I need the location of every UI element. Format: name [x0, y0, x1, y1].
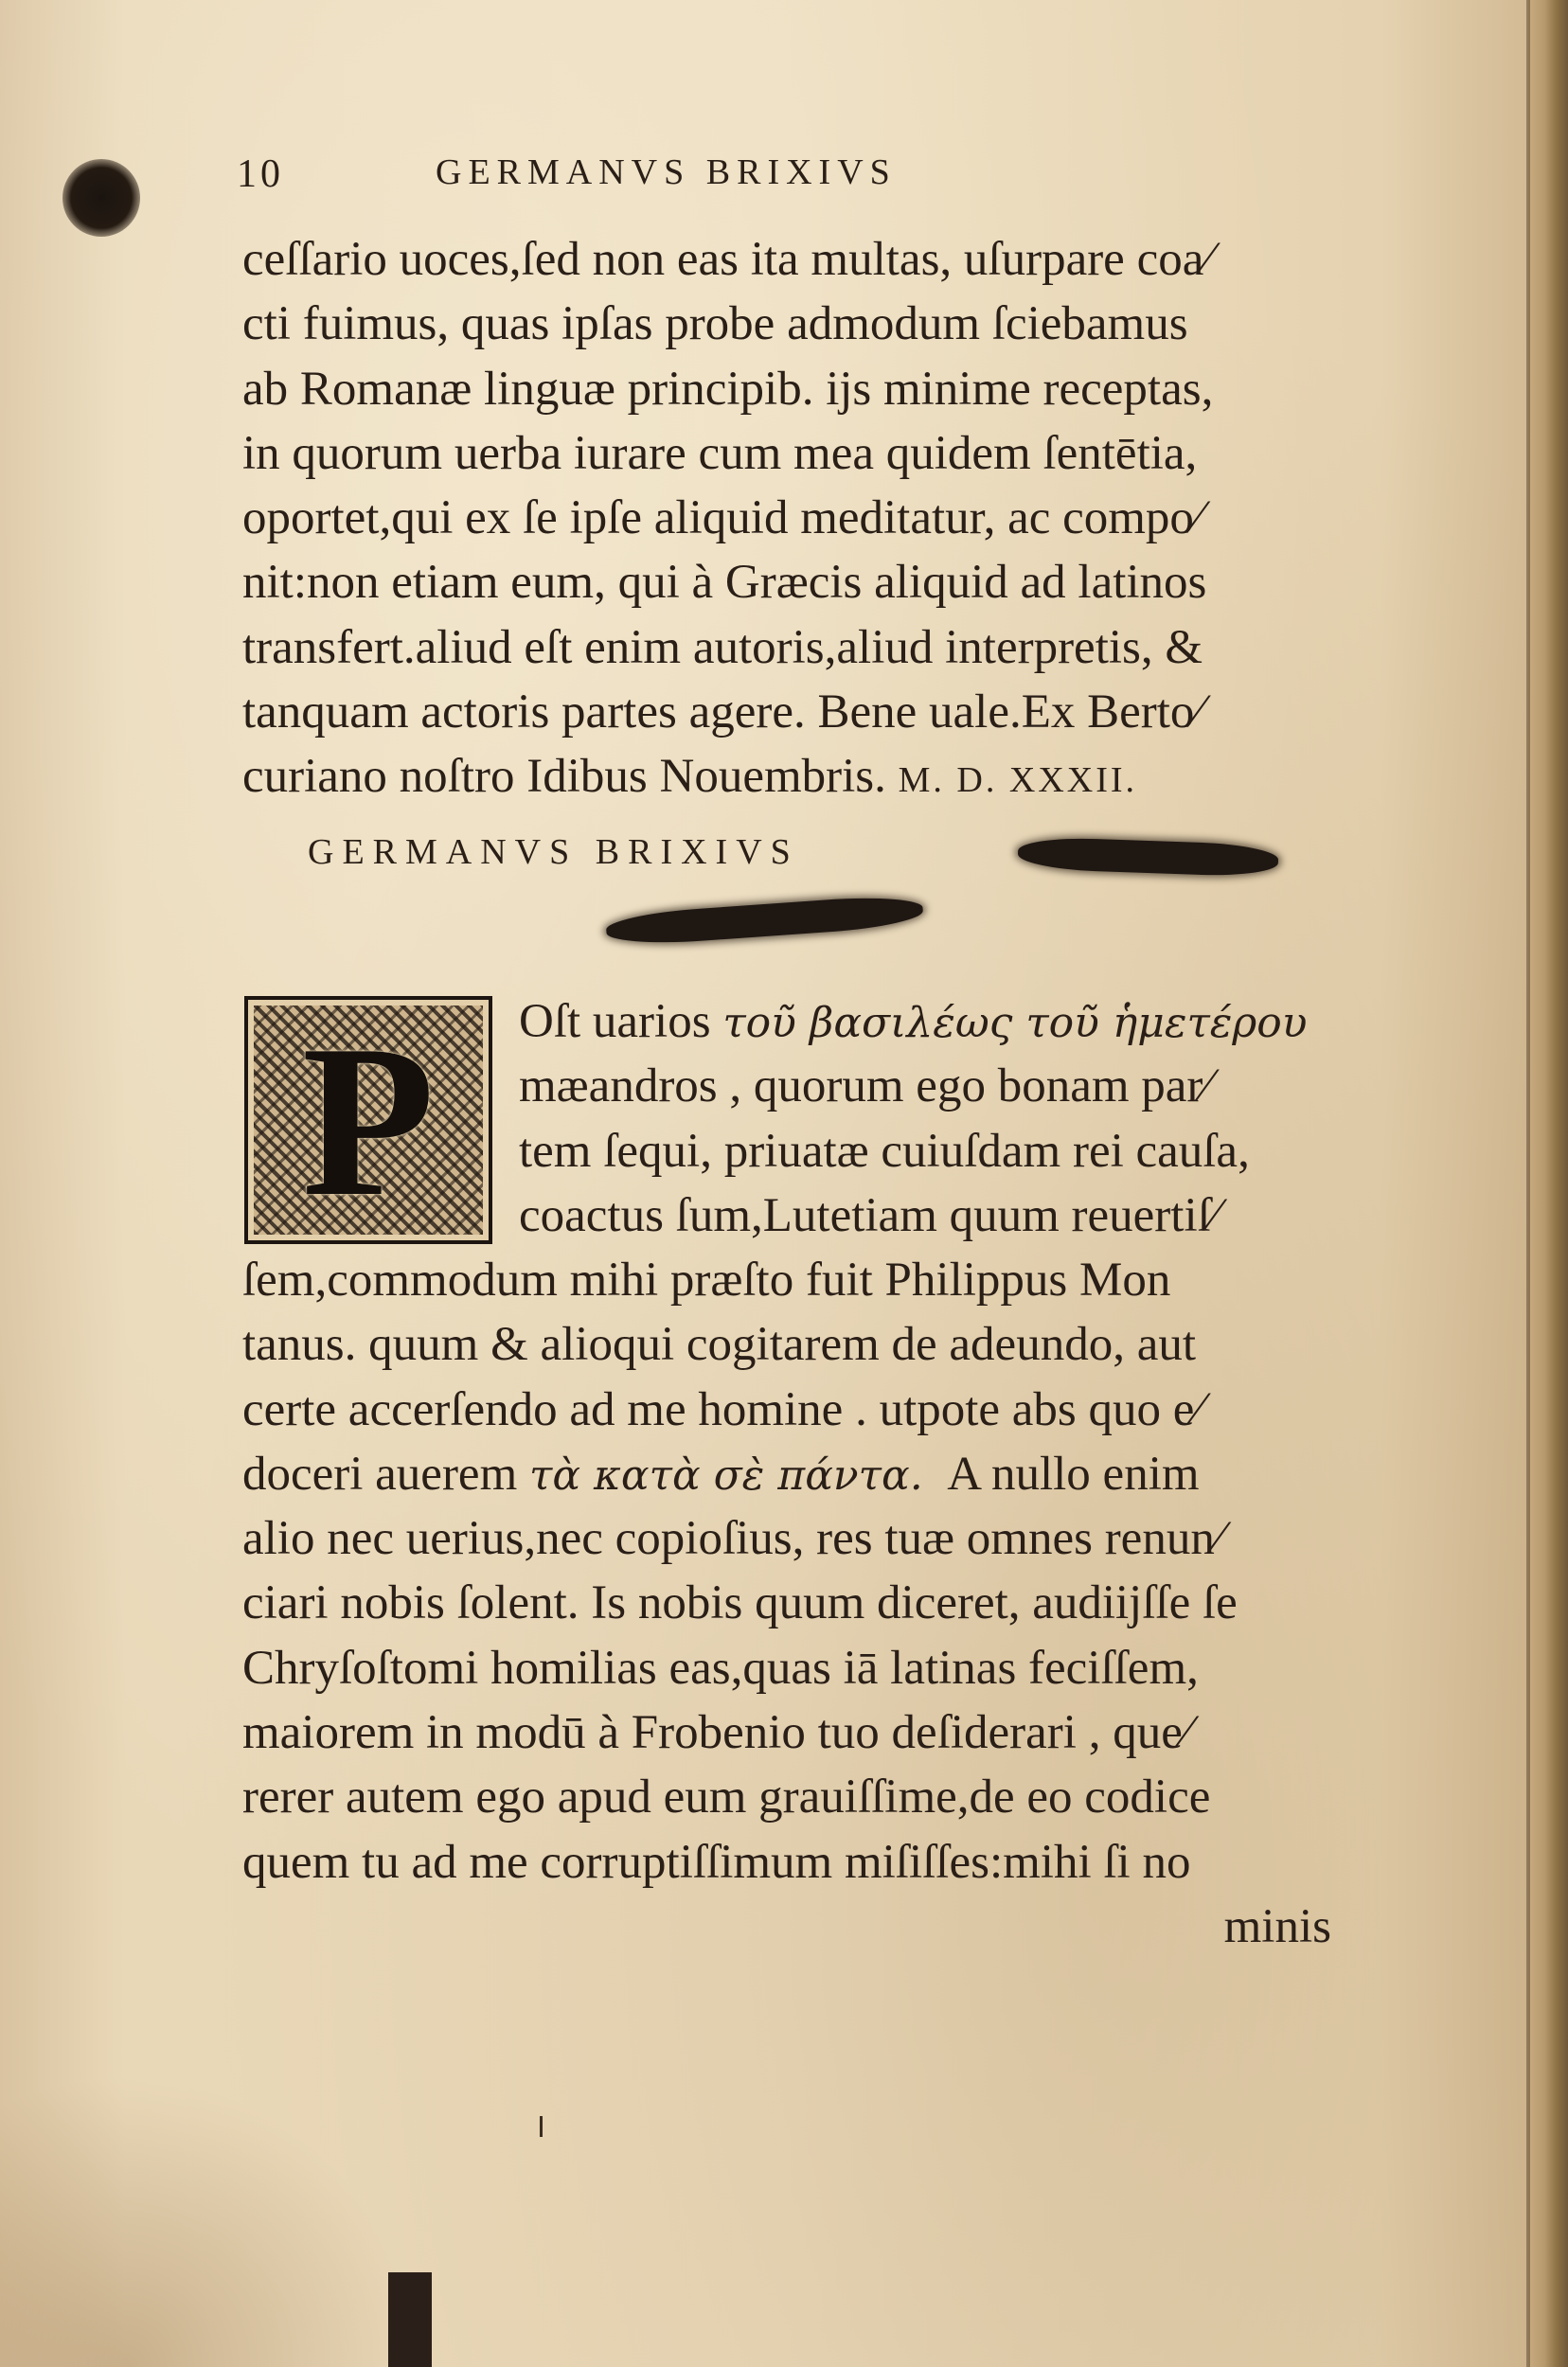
text-line: ab Romanæ linguæ principib. ĳs minime receptas, — [242, 362, 1214, 416]
page-edge-shadow — [1528, 0, 1568, 2367]
stray-mark — [540, 2116, 543, 2137]
text-line: ſem,commodum mihi præſto fuit Philippus Mon — [242, 1254, 1171, 1307]
page-header — [237, 151, 1326, 199]
letter-text — [242, 1248, 1341, 1959]
text-line — [519, 989, 1343, 1054]
text-line: transfert.aliud eſt enim autoris,aliud interpretis, & — [242, 620, 1203, 674]
section-heading: GERMANVS BRIXIVS — [308, 832, 799, 872]
text-line: in quorum uerba iurare cum mea quidem ſentētia, — [242, 426, 1198, 480]
text-line: cti fuimus, quas ipſas probe admodum ſciebamus — [242, 297, 1188, 351]
preface-text — [242, 227, 1341, 810]
text-line: tanus. quum & alioqui cogitarem de adeundo, aut — [242, 1318, 1197, 1372]
ink-erasure — [605, 893, 924, 947]
closing-text: curiano noſtro Idibus Nouembris. — [242, 750, 886, 804]
torn-corner — [388, 2272, 432, 2367]
letter-opening — [519, 989, 1343, 1248]
decorated-initial — [244, 996, 492, 1244]
paper-stain — [0, 2073, 417, 2367]
gutter-fold — [1526, 0, 1530, 2367]
page-number: 10 — [237, 152, 284, 196]
text-line: certe accerſendo ad me homine . utpote abs quo e⁄ — [242, 1382, 1203, 1436]
greek-phrase: τὰ κατὰ σὲ πάντα. — [529, 1450, 923, 1500]
text-line: alio nec uerius,nec copioſius, res tuæ omnes renun⁄ — [242, 1512, 1223, 1566]
text-line-dated — [242, 744, 1341, 809]
text-line: nit:non etiam eum, qui à Græcis aliquid ad latinos — [242, 556, 1207, 610]
text-line: maiorem in modū à Frobenio tuo deſiderari , que⁄ — [242, 1706, 1191, 1760]
line-start: doceri auerem — [242, 1447, 529, 1501]
initial-letter: P — [301, 999, 436, 1241]
text-line-greek — [242, 1442, 1341, 1506]
text-line: coactus ſum,Lutetiam quum reuertiſ⁄ — [519, 1188, 1220, 1242]
text-line: ciari nobis ſolent. Is nobis quum diceret, audiĳſſe ſe — [242, 1576, 1238, 1630]
catchword: minis — [1223, 1899, 1331, 1953]
text-line: ceſſario uoces,ſed non eas ita multas, uſurpare coa⁄ — [242, 233, 1212, 286]
opening-words: Oſt uarios — [519, 995, 723, 1048]
ink-blot — [62, 159, 140, 237]
text-line: rerer autem ego apud eum grauiſſime,de eo codice — [242, 1771, 1211, 1824]
text-line: tanquam actoris partes agere. Bene uale.Ex Berto⁄ — [242, 685, 1203, 739]
text-line: quem tu ad me corruptiſſimum miſiſſes:mihi ſi no — [242, 1835, 1191, 1889]
text-line: oportet,qui ex ſe ipſe aliquid meditatur, ac compo⁄ — [242, 491, 1203, 545]
text-line: Chryſoſtomi homilias eas,quas iā latinas feciſſem, — [242, 1641, 1199, 1695]
greek-phrase: τοῦ βασιλέως τοῦ ἡμετέρου — [722, 999, 1308, 1047]
running-head: GERMANVS BRIXIVS — [436, 152, 897, 192]
line-end: A nullo enim — [922, 1447, 1200, 1501]
text-line: tem ſequi, priuatæ cuiuſdam rei cauſa, — [519, 1124, 1250, 1178]
date-roman: M. D. XXXII. — [898, 760, 1138, 801]
text-line: mæandros , quorum ego bonam par⁄ — [519, 1059, 1211, 1113]
